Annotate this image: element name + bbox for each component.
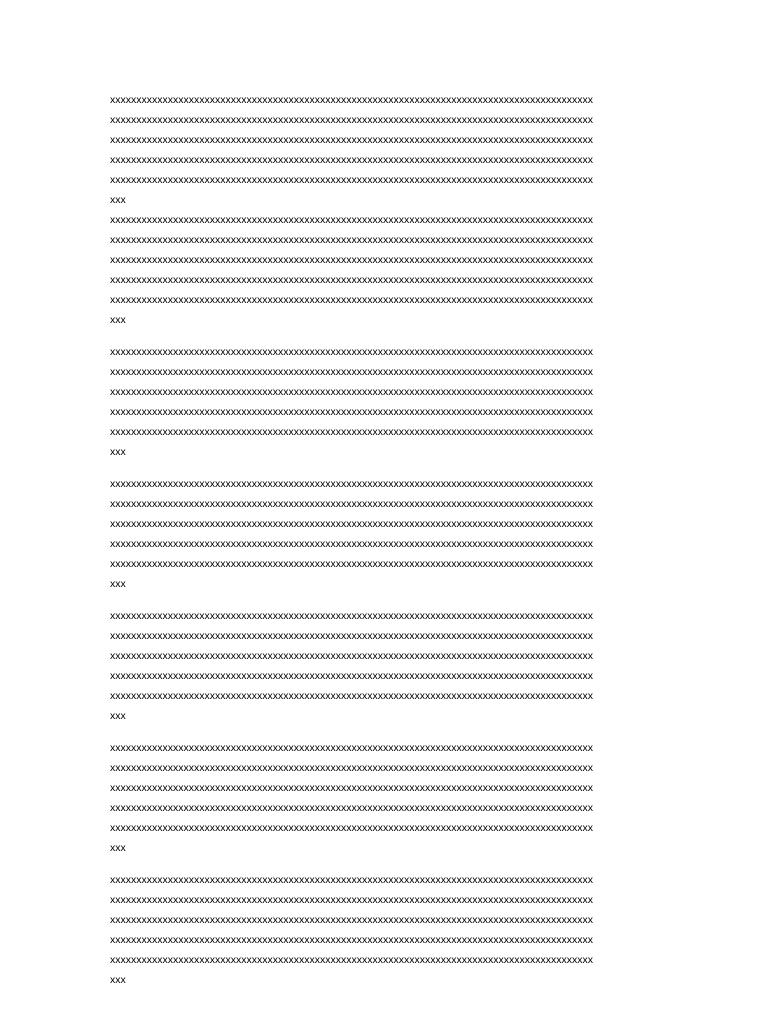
document-page bbox=[110, 90, 658, 990]
text-line: xxxxxxxxxxxxxxxxxxxxxxxxxxxxxxxxxxxxxxxxxxxxxxxxxxxxxxxxxxxxxxxxxxxxxxxxxxxxxxxxxxxxxxxxxxxx bbox=[110, 518, 593, 530]
text-line: xxx bbox=[110, 974, 126, 986]
text-line: xxxxxxxxxxxxxxxxxxxxxxxxxxxxxxxxxxxxxxxxxxxxxxxxxxxxxxxxxxxxxxxxxxxxxxxxxxxxxxxxxxxxxxxxxxxx bbox=[110, 762, 593, 774]
text-line: xxxxxxxxxxxxxxxxxxxxxxxxxxxxxxxxxxxxxxxxxxxxxxxxxxxxxxxxxxxxxxxxxxxxxxxxxxxxxxxxxxxxxxxxxxxx bbox=[110, 426, 593, 438]
text-line: xxxxxxxxxxxxxxxxxxxxxxxxxxxxxxxxxxxxxxxxxxxxxxxxxxxxxxxxxxxxxxxxxxxxxxxxxxxxxxxxxxxxxxxxxxxx bbox=[110, 254, 593, 266]
text-line: xxx bbox=[110, 842, 126, 854]
text-line: xxxxxxxxxxxxxxxxxxxxxxxxxxxxxxxxxxxxxxxxxxxxxxxxxxxxxxxxxxxxxxxxxxxxxxxxxxxxxxxxxxxxxxxxxxxx bbox=[110, 610, 593, 622]
text-line: xxxxxxxxxxxxxxxxxxxxxxxxxxxxxxxxxxxxxxxxxxxxxxxxxxxxxxxxxxxxxxxxxxxxxxxxxxxxxxxxxxxxxxxxxxxx bbox=[110, 94, 593, 106]
paragraph bbox=[110, 342, 658, 462]
text-line: xxxxxxxxxxxxxxxxxxxxxxxxxxxxxxxxxxxxxxxxxxxxxxxxxxxxxxxxxxxxxxxxxxxxxxxxxxxxxxxxxxxxxxxxxxxx bbox=[110, 214, 593, 226]
text-line: xxxxxxxxxxxxxxxxxxxxxxxxxxxxxxxxxxxxxxxxxxxxxxxxxxxxxxxxxxxxxxxxxxxxxxxxxxxxxxxxxxxxxxxxxxxx bbox=[110, 558, 593, 570]
text-line: xxxxxxxxxxxxxxxxxxxxxxxxxxxxxxxxxxxxxxxxxxxxxxxxxxxxxxxxxxxxxxxxxxxxxxxxxxxxxxxxxxxxxxxxxxxx bbox=[110, 538, 593, 550]
text-line: xxxxxxxxxxxxxxxxxxxxxxxxxxxxxxxxxxxxxxxxxxxxxxxxxxxxxxxxxxxxxxxxxxxxxxxxxxxxxxxxxxxxxxxxxxxx bbox=[110, 174, 593, 186]
text-line: xxxxxxxxxxxxxxxxxxxxxxxxxxxxxxxxxxxxxxxxxxxxxxxxxxxxxxxxxxxxxxxxxxxxxxxxxxxxxxxxxxxxxxxxxxxx bbox=[110, 822, 593, 834]
text-line: xxxxxxxxxxxxxxxxxxxxxxxxxxxxxxxxxxxxxxxxxxxxxxxxxxxxxxxxxxxxxxxxxxxxxxxxxxxxxxxxxxxxxxxxxxxx bbox=[110, 274, 593, 286]
paragraph bbox=[110, 90, 658, 210]
text-line: xxxxxxxxxxxxxxxxxxxxxxxxxxxxxxxxxxxxxxxxxxxxxxxxxxxxxxxxxxxxxxxxxxxxxxxxxxxxxxxxxxxxxxxxxxxx bbox=[110, 690, 593, 702]
text-line: xxxxxxxxxxxxxxxxxxxxxxxxxxxxxxxxxxxxxxxxxxxxxxxxxxxxxxxxxxxxxxxxxxxxxxxxxxxxxxxxxxxxxxxxxxxx bbox=[110, 386, 593, 398]
paragraph bbox=[110, 474, 658, 594]
text-line: xxxxxxxxxxxxxxxxxxxxxxxxxxxxxxxxxxxxxxxxxxxxxxxxxxxxxxxxxxxxxxxxxxxxxxxxxxxxxxxxxxxxxxxxxxxx bbox=[110, 134, 593, 146]
text-line: xxxxxxxxxxxxxxxxxxxxxxxxxxxxxxxxxxxxxxxxxxxxxxxxxxxxxxxxxxxxxxxxxxxxxxxxxxxxxxxxxxxxxxxxxxxx bbox=[110, 366, 593, 378]
text-line: xxxxxxxxxxxxxxxxxxxxxxxxxxxxxxxxxxxxxxxxxxxxxxxxxxxxxxxxxxxxxxxxxxxxxxxxxxxxxxxxxxxxxxxxxxxx bbox=[110, 346, 593, 358]
text-line: xxx bbox=[110, 446, 126, 458]
text-line: xxxxxxxxxxxxxxxxxxxxxxxxxxxxxxxxxxxxxxxxxxxxxxxxxxxxxxxxxxxxxxxxxxxxxxxxxxxxxxxxxxxxxxxxxxxx bbox=[110, 934, 593, 946]
text-line: xxxxxxxxxxxxxxxxxxxxxxxxxxxxxxxxxxxxxxxxxxxxxxxxxxxxxxxxxxxxxxxxxxxxxxxxxxxxxxxxxxxxxxxxxxxx bbox=[110, 954, 593, 966]
text-line: xxxxxxxxxxxxxxxxxxxxxxxxxxxxxxxxxxxxxxxxxxxxxxxxxxxxxxxxxxxxxxxxxxxxxxxxxxxxxxxxxxxxxxxxxxxx bbox=[110, 154, 593, 166]
text-line: xxxxxxxxxxxxxxxxxxxxxxxxxxxxxxxxxxxxxxxxxxxxxxxxxxxxxxxxxxxxxxxxxxxxxxxxxxxxxxxxxxxxxxxxxxxx bbox=[110, 782, 593, 794]
paragraph bbox=[110, 870, 658, 990]
text-line: xxx bbox=[110, 314, 126, 326]
paragraph bbox=[110, 738, 658, 858]
text-line: xxxxxxxxxxxxxxxxxxxxxxxxxxxxxxxxxxxxxxxxxxxxxxxxxxxxxxxxxxxxxxxxxxxxxxxxxxxxxxxxxxxxxxxxxxxx bbox=[110, 802, 593, 814]
paragraph bbox=[110, 606, 658, 726]
text-line: xxxxxxxxxxxxxxxxxxxxxxxxxxxxxxxxxxxxxxxxxxxxxxxxxxxxxxxxxxxxxxxxxxxxxxxxxxxxxxxxxxxxxxxxxxxx bbox=[110, 914, 593, 926]
text-line: xxxxxxxxxxxxxxxxxxxxxxxxxxxxxxxxxxxxxxxxxxxxxxxxxxxxxxxxxxxxxxxxxxxxxxxxxxxxxxxxxxxxxxxxxxxx bbox=[110, 406, 593, 418]
text-line: xxxxxxxxxxxxxxxxxxxxxxxxxxxxxxxxxxxxxxxxxxxxxxxxxxxxxxxxxxxxxxxxxxxxxxxxxxxxxxxxxxxxxxxxxxxx bbox=[110, 294, 593, 306]
text-line: xxx bbox=[110, 578, 126, 590]
text-line: xxxxxxxxxxxxxxxxxxxxxxxxxxxxxxxxxxxxxxxxxxxxxxxxxxxxxxxxxxxxxxxxxxxxxxxxxxxxxxxxxxxxxxxxxxxx bbox=[110, 650, 593, 662]
text-line: xxxxxxxxxxxxxxxxxxxxxxxxxxxxxxxxxxxxxxxxxxxxxxxxxxxxxxxxxxxxxxxxxxxxxxxxxxxxxxxxxxxxxxxxxxxx bbox=[110, 114, 593, 126]
text-line: xxx bbox=[110, 710, 126, 722]
text-line: xxxxxxxxxxxxxxxxxxxxxxxxxxxxxxxxxxxxxxxxxxxxxxxxxxxxxxxxxxxxxxxxxxxxxxxxxxxxxxxxxxxxxxxxxxxx bbox=[110, 894, 593, 906]
text-line: xxxxxxxxxxxxxxxxxxxxxxxxxxxxxxxxxxxxxxxxxxxxxxxxxxxxxxxxxxxxxxxxxxxxxxxxxxxxxxxxxxxxxxxxxxxx bbox=[110, 670, 593, 682]
text-line: xxxxxxxxxxxxxxxxxxxxxxxxxxxxxxxxxxxxxxxxxxxxxxxxxxxxxxxxxxxxxxxxxxxxxxxxxxxxxxxxxxxxxxxxxxxx bbox=[110, 630, 593, 642]
text-line: xxxxxxxxxxxxxxxxxxxxxxxxxxxxxxxxxxxxxxxxxxxxxxxxxxxxxxxxxxxxxxxxxxxxxxxxxxxxxxxxxxxxxxxxxxxx bbox=[110, 498, 593, 510]
text-line: xxxxxxxxxxxxxxxxxxxxxxxxxxxxxxxxxxxxxxxxxxxxxxxxxxxxxxxxxxxxxxxxxxxxxxxxxxxxxxxxxxxxxxxxxxxx bbox=[110, 874, 593, 886]
text-line: xxx bbox=[110, 194, 126, 206]
paragraph bbox=[110, 210, 658, 330]
text-line: xxxxxxxxxxxxxxxxxxxxxxxxxxxxxxxxxxxxxxxxxxxxxxxxxxxxxxxxxxxxxxxxxxxxxxxxxxxxxxxxxxxxxxxxxxxx bbox=[110, 478, 593, 490]
text-line: xxxxxxxxxxxxxxxxxxxxxxxxxxxxxxxxxxxxxxxxxxxxxxxxxxxxxxxxxxxxxxxxxxxxxxxxxxxxxxxxxxxxxxxxxxxx bbox=[110, 234, 593, 246]
text-line: xxxxxxxxxxxxxxxxxxxxxxxxxxxxxxxxxxxxxxxxxxxxxxxxxxxxxxxxxxxxxxxxxxxxxxxxxxxxxxxxxxxxxxxxxxxx bbox=[110, 742, 593, 754]
